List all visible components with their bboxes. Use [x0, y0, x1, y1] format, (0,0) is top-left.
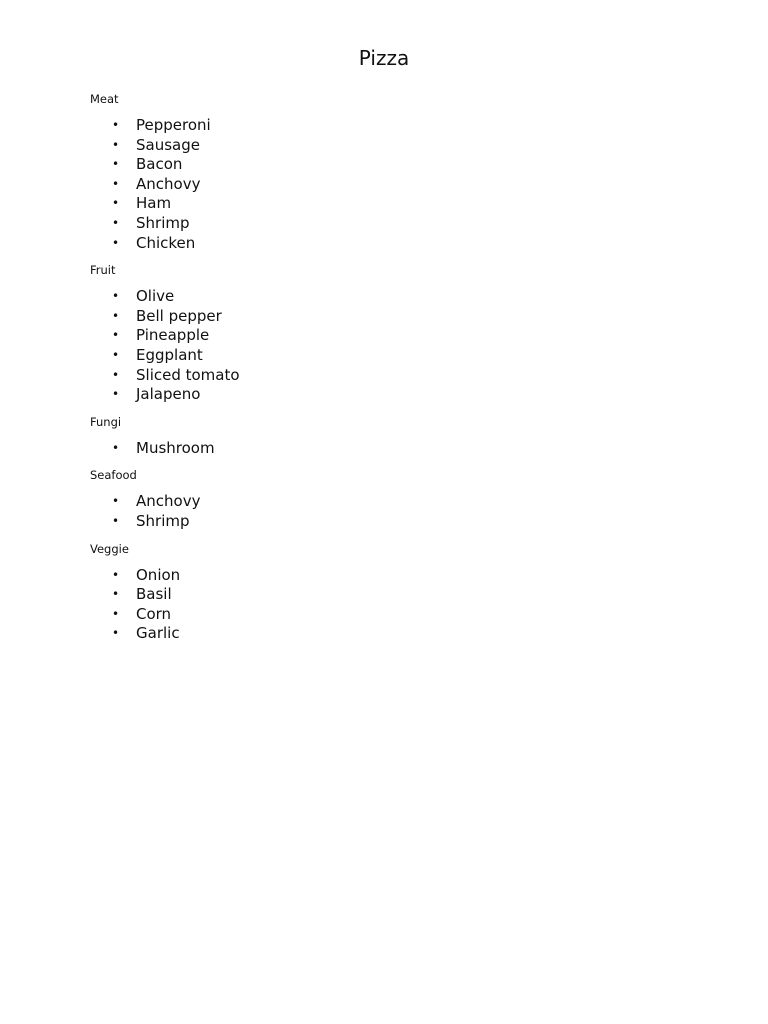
bullet-icon: • — [112, 513, 120, 528]
list-item-label: Onion — [136, 565, 181, 584]
category-heading: Seafood — [90, 468, 137, 483]
category-veggie — [90, 542, 690, 644]
list-item-label: Shrimp — [136, 213, 190, 232]
category-heading: Fungi — [90, 414, 122, 429]
list-item-label: Chicken — [136, 233, 196, 252]
list-item-label: Shrimp — [136, 511, 190, 530]
list-item — [90, 175, 690, 195]
item-list — [90, 492, 690, 531]
list-item — [90, 566, 690, 586]
list-item — [90, 366, 690, 386]
list-item — [90, 585, 690, 605]
list-item — [90, 439, 690, 459]
list-item-label: Anchovy — [136, 492, 201, 511]
bullet-icon: • — [112, 118, 120, 132]
item-list — [90, 116, 690, 253]
list-item-label: Sliced tomato — [136, 365, 240, 384]
bullet-icon: • — [112, 606, 120, 621]
list-item-label: Anchovy — [136, 174, 201, 193]
list-item-label: Corn — [136, 604, 172, 623]
category-heading: Fruit — [90, 263, 116, 278]
list-item-label: Ham — [136, 194, 172, 213]
page-title: Pizza — [358, 46, 410, 70]
bullet-icon: • — [112, 587, 120, 602]
bullet-icon: • — [112, 328, 120, 343]
list-item-label: Jalapeno — [136, 385, 201, 404]
category-meat — [90, 92, 690, 253]
category-heading: Veggie — [90, 541, 129, 556]
list-item — [90, 194, 690, 214]
bullet-icon: • — [112, 215, 120, 230]
item-list — [90, 287, 690, 405]
item-list — [90, 439, 690, 459]
bullet-icon: • — [112, 137, 120, 152]
list-item-label: Pineapple — [136, 326, 210, 345]
list-item — [90, 155, 690, 175]
list-item — [90, 326, 690, 346]
list-item — [90, 214, 690, 234]
list-item-label: Pepperoni — [136, 116, 211, 134]
bullet-icon: • — [112, 626, 120, 641]
bullet-icon: • — [112, 387, 120, 402]
bullet-icon: • — [112, 367, 120, 382]
list-item-label: Garlic — [136, 624, 180, 643]
list-item-label: Basil — [136, 585, 172, 604]
category-fruit — [90, 263, 690, 405]
list-item — [90, 385, 690, 405]
bullet-icon: • — [112, 176, 120, 191]
list-item — [90, 234, 690, 254]
list-item-label: Sausage — [136, 135, 200, 154]
category-fungi — [90, 415, 690, 459]
list-item — [90, 136, 690, 156]
list-item-label: Mushroom — [136, 438, 215, 457]
bullet-icon: • — [112, 157, 120, 172]
list-item — [90, 116, 690, 136]
list-item — [90, 346, 690, 366]
bullet-icon: • — [112, 289, 120, 304]
list-item-label: Olive — [136, 287, 175, 306]
bullet-icon: • — [112, 440, 120, 455]
bullet-icon: • — [112, 567, 120, 582]
list-item — [90, 605, 690, 625]
item-list — [90, 566, 690, 644]
list-item — [90, 624, 690, 644]
list-item-label: Bacon — [136, 155, 183, 174]
list-item — [90, 287, 690, 307]
bullet-icon: • — [112, 196, 120, 211]
list-item-label: Bell pepper — [136, 306, 222, 325]
category-seafood — [90, 468, 690, 531]
category-heading: Meat — [90, 92, 119, 106]
bullet-icon: • — [112, 235, 120, 250]
category-list — [90, 92, 690, 654]
bullet-icon: • — [112, 347, 120, 362]
bullet-icon: • — [112, 494, 120, 509]
list-item-label: Eggplant — [136, 345, 203, 364]
list-item — [90, 512, 690, 532]
list-item — [90, 307, 690, 327]
list-item — [90, 492, 690, 512]
bullet-icon: • — [112, 308, 120, 323]
